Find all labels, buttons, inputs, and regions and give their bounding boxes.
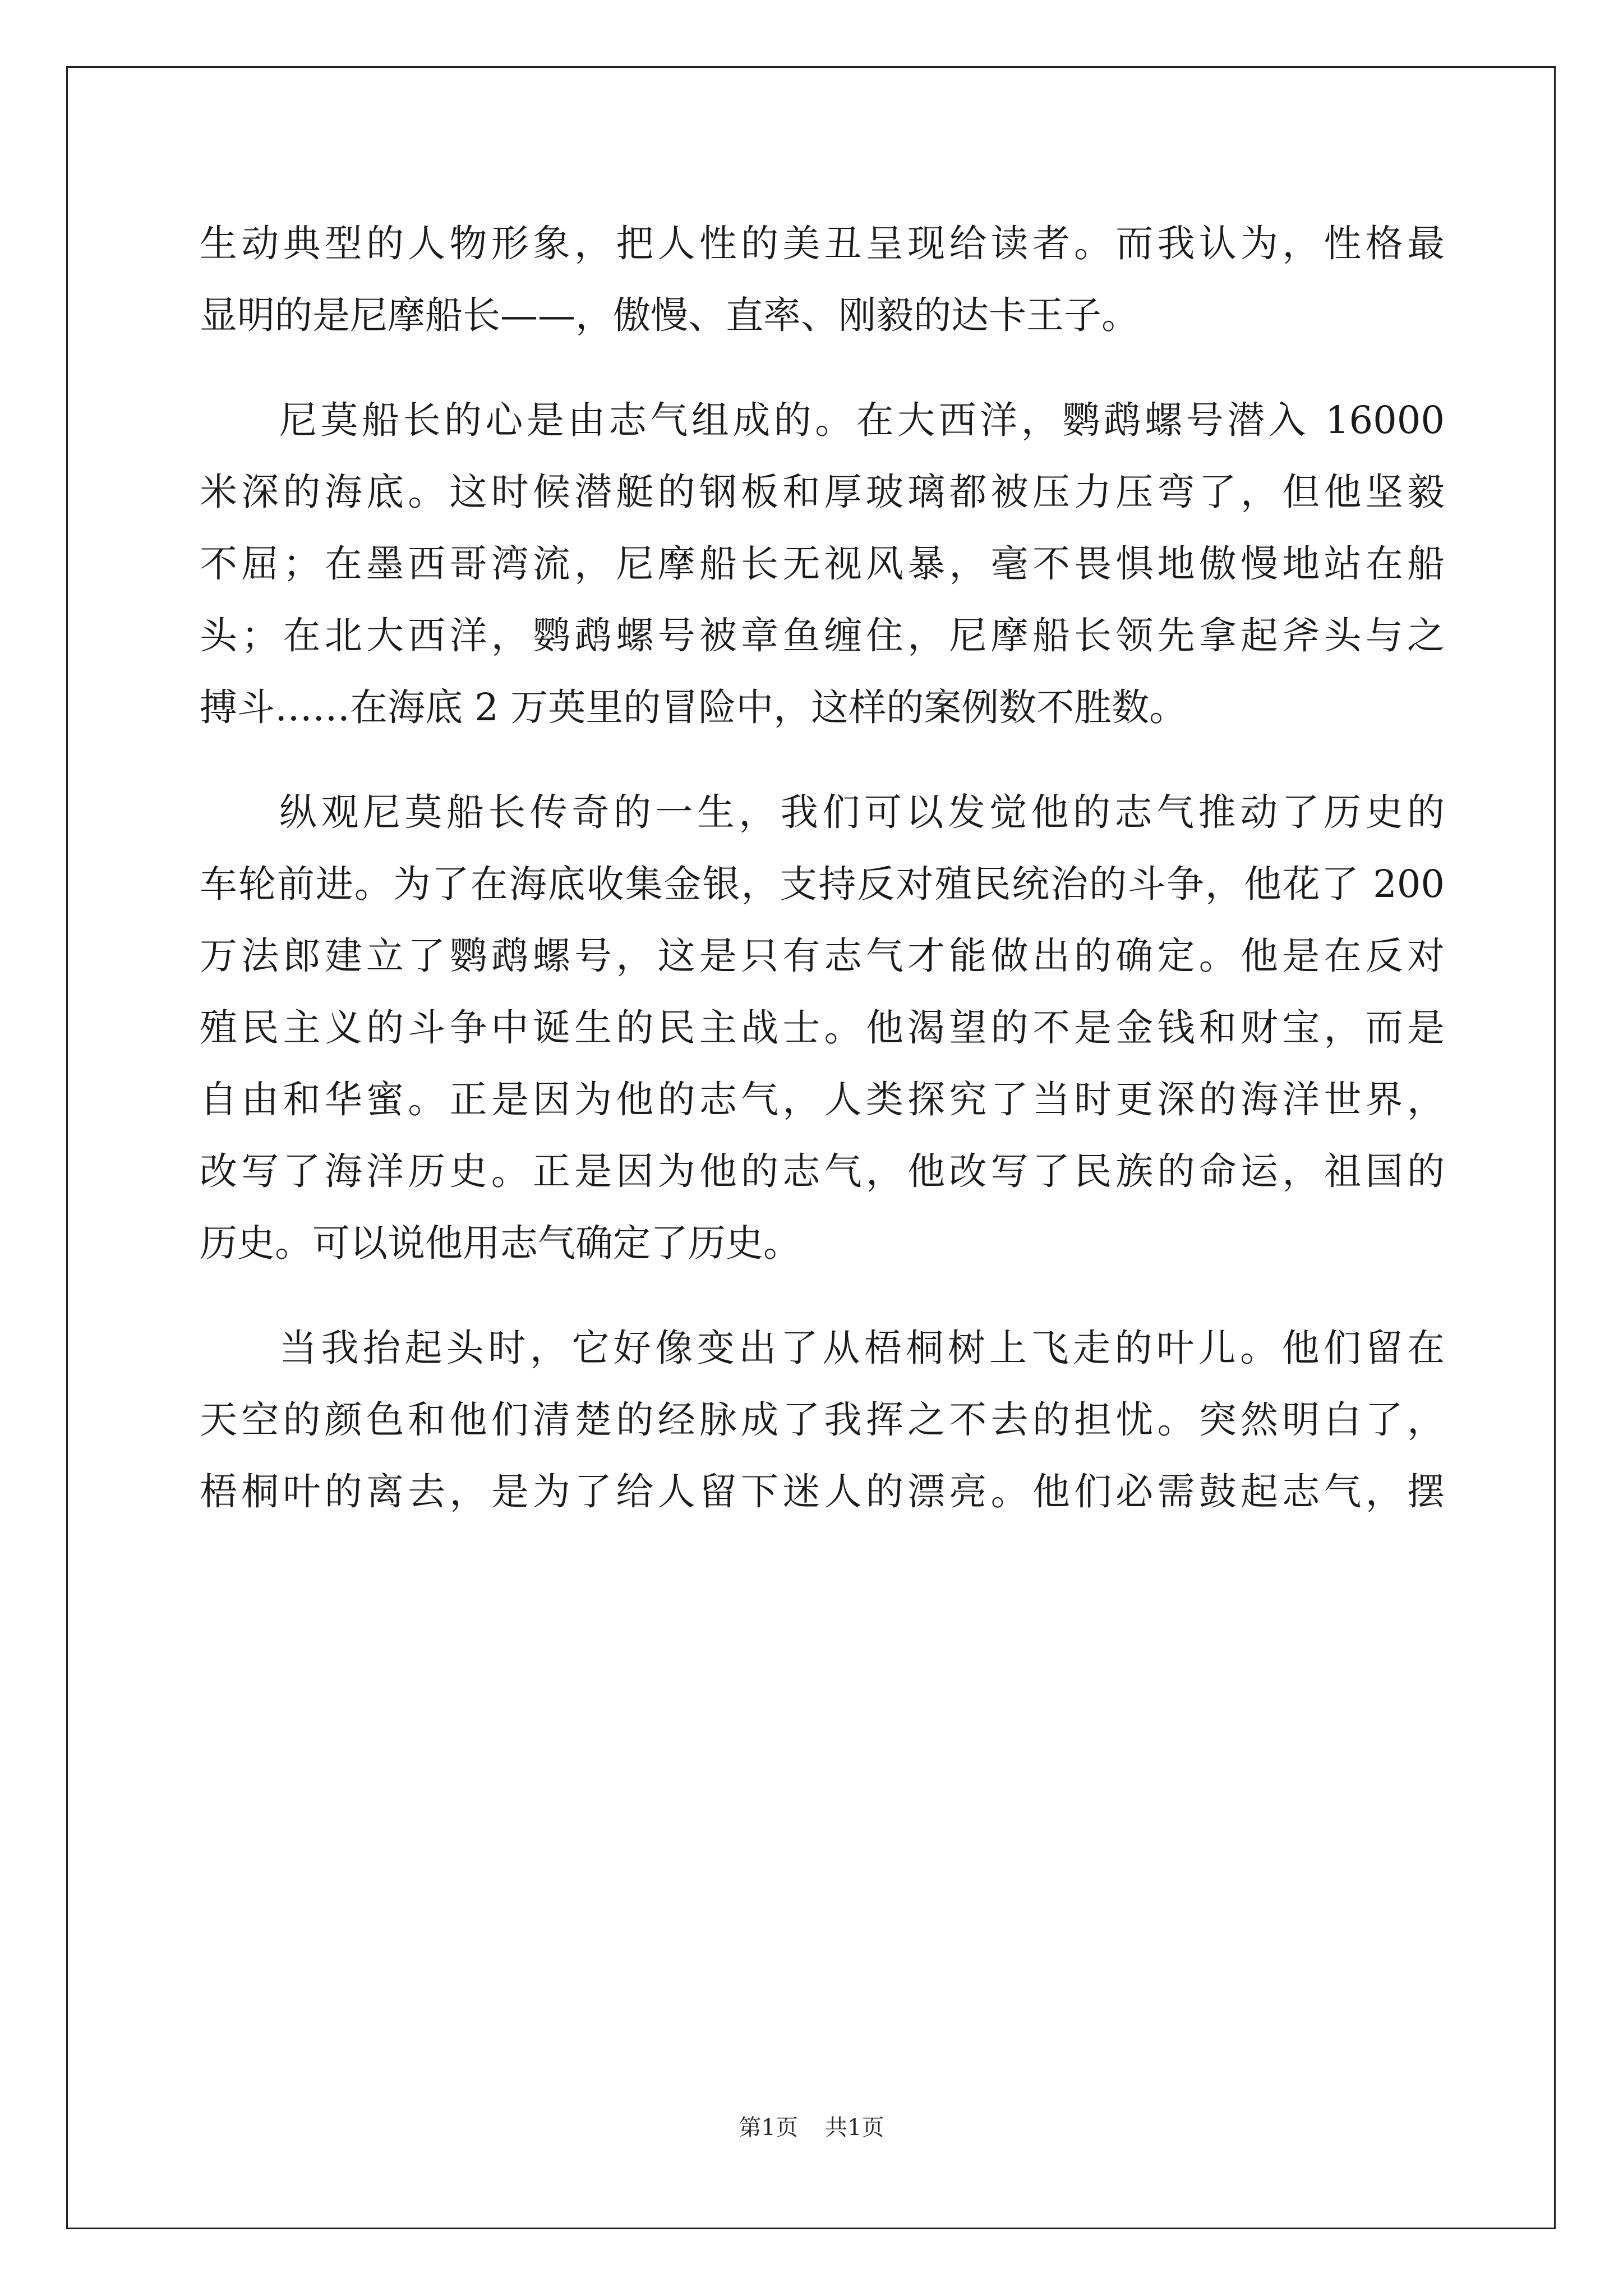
text-line: 生动典型的人物形象，把人性的美丑呈现给读者。而我认为，性格最 xyxy=(200,222,1445,265)
text-line: 头；在北大西洋，鹦鹉螺号被章鱼缠住，尼摩船长领先拿起斧头与之 xyxy=(200,614,1445,657)
paragraph xyxy=(200,208,1445,351)
text-line: 改写了海洋历史。正是因为他的志气，他改写了民族的命运，祖国的 xyxy=(200,1149,1445,1193)
paragraph xyxy=(200,776,1445,1279)
text-line: 当我抬起头时，它好像变出了从梧桐树上飞走的叶儿。他们留在 xyxy=(279,1326,1445,1370)
page-footer xyxy=(0,2114,1623,2142)
paragraph xyxy=(200,384,1445,743)
text-line: 米深的海底。这时候潜艇的钢板和厚玻璃都被压力压弯了，但他坚毅 xyxy=(200,470,1445,514)
document-body xyxy=(200,208,1445,1527)
text-line: 天空的颜色和他们清楚的经脉成了我挥之不去的担忧。突然明白了， xyxy=(200,1398,1445,1442)
text-line: 车轮前进。为了在海底收集金银，支持反对殖民统治的斗争，他花了 200 xyxy=(200,862,1445,906)
page-number: 第1页 xyxy=(739,2115,798,2141)
text-line: 尼莫船长的心是由志气组成的。在大西洋，鹦鹉螺号潜入 16000 xyxy=(279,398,1445,442)
text-line: 显明的是尼摩船长——，傲慢、直率、刚毅的达卡王子。 xyxy=(200,293,1139,337)
page-total: 共1页 xyxy=(825,2115,884,2141)
text-line: 历史。可以说他用志气确定了历史。 xyxy=(200,1221,801,1265)
text-line: 纵观尼莫船长传奇的一生，我们可以发觉他的志气推动了历史的 xyxy=(279,790,1445,834)
text-line: 梧桐叶的离去，是为了给人留下迷人的漂亮。他们必需鼓起志气，摆 xyxy=(200,1470,1445,1513)
paragraph xyxy=(200,1312,1445,1527)
text-line: 万法郎建立了鹦鹉螺号，这是只有志气才能做出的确定。他是在反对 xyxy=(200,934,1445,978)
text-line: 不屈；在墨西哥湾流，尼摩船长无视风暴，毫不畏惧地傲慢地站在船 xyxy=(200,542,1445,586)
text-line: 搏斗……在海底 2 万英里的冒险中，这样的案例数不胜数。 xyxy=(200,685,1187,729)
text-line: 自由和华蜜。正是因为他的志气，人类探究了当时更深的海洋世界， xyxy=(200,1078,1445,1121)
text-line: 殖民主义的斗争中诞生的民主战士。他渴望的不是金钱和财宝，而是 xyxy=(200,1006,1445,1050)
